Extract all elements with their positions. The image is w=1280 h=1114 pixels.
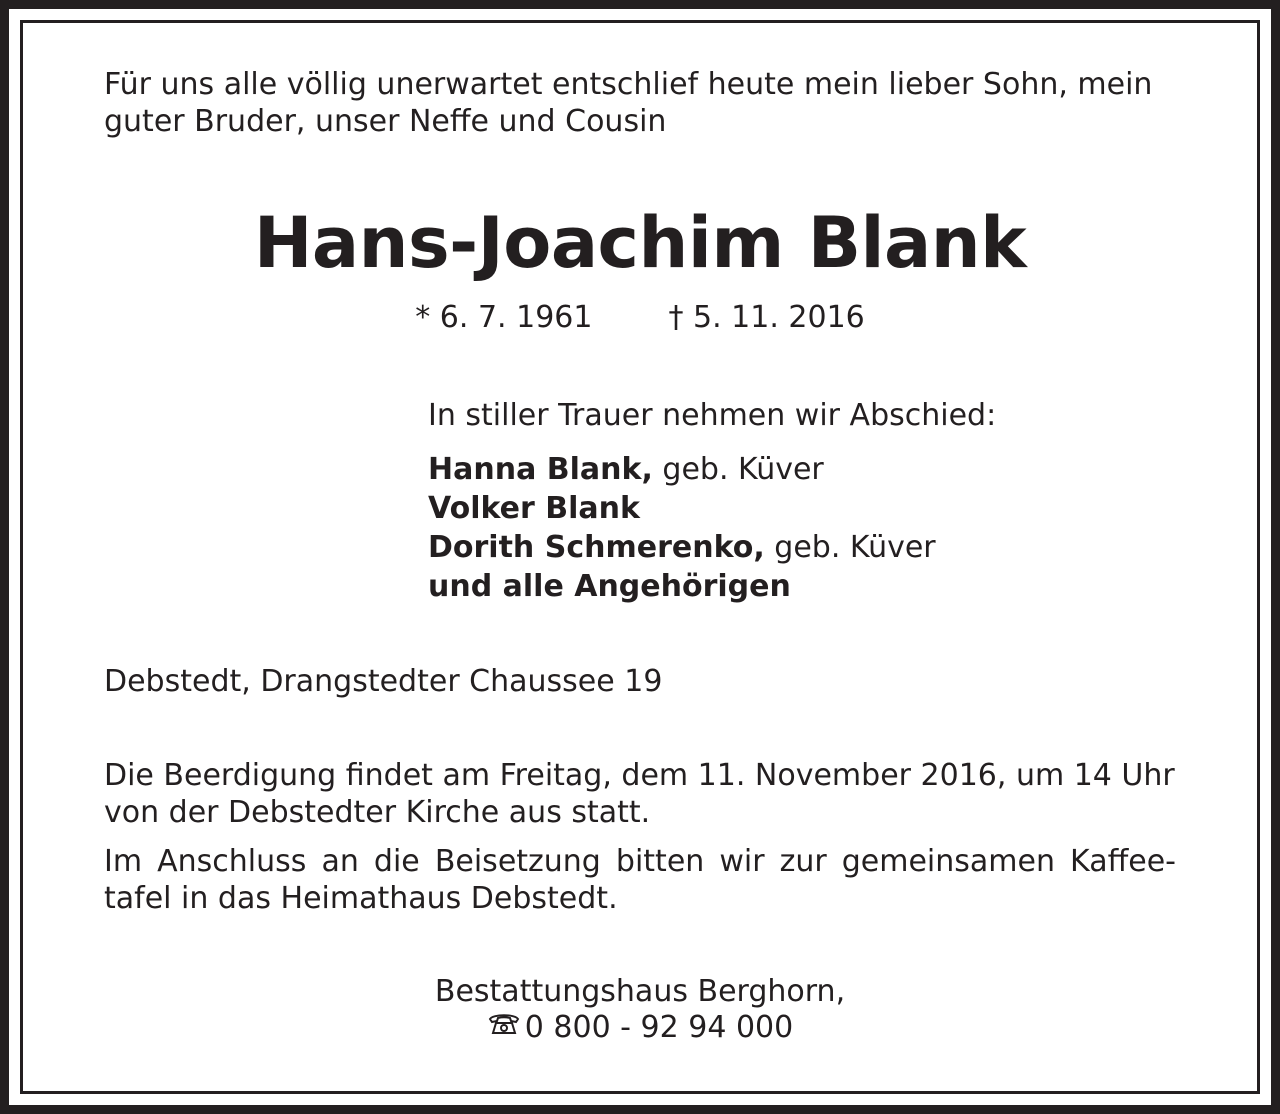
intro-text xyxy=(104,66,1152,140)
undertaker-name: Bestattungshaus Berghorn, xyxy=(434,974,846,1009)
list-item xyxy=(428,489,936,528)
mourners-list xyxy=(428,450,936,606)
mourner-name: und alle Angehörigen xyxy=(428,569,791,604)
reception-info xyxy=(104,843,1176,917)
funeral-line-1: Die Beerdigung findet am Freitag, dem 11. November 2016, um 14 Uhr xyxy=(104,758,1175,793)
intro-line-1: Für uns alle völlig unerwartet entschlief heute mein lieber Sohn, mein xyxy=(104,67,1153,102)
birth-date: * 6. 7. 1961 xyxy=(415,300,593,335)
list-item xyxy=(428,450,936,489)
intro-line-2: guter Bruder, unser Neffe und Cousin xyxy=(104,104,667,139)
undertaker-phone xyxy=(0,1010,1280,1046)
phone-number: 0 800 - 92 94 000 xyxy=(524,1010,794,1045)
reception-line-2: tafel in das Heimathaus Debstedt. xyxy=(104,881,618,916)
list-item xyxy=(428,567,936,606)
deceased-name: Hans-Joachim Blank xyxy=(253,202,1027,284)
life-dates xyxy=(0,298,1280,338)
list-item xyxy=(428,528,936,567)
death-date: † 5. 11. 2016 xyxy=(668,300,865,335)
mourner-name: Dorith Schmerenko, xyxy=(428,530,765,565)
mourner-name: Volker Blank xyxy=(428,491,640,526)
mourning-heading: In stiller Trauer nehmen wir Abschied: xyxy=(428,398,997,433)
mourner-name: Hanna Blank, xyxy=(428,452,653,487)
funeral-info xyxy=(104,757,1175,831)
funeral-line-2: von der Debstedter Kirche aus statt. xyxy=(104,795,651,830)
reception-line-1: Im Anschluss an die Beisetzung bitten wir zur gemeinsamen Kaffee- xyxy=(104,844,1176,879)
address: Debstedt, Drangstedter Chaussee 19 xyxy=(104,664,663,699)
mourner-note: geb. Küver xyxy=(764,530,936,565)
telephone-icon xyxy=(487,1010,521,1046)
mourner-note: geb. Küver xyxy=(652,452,824,487)
